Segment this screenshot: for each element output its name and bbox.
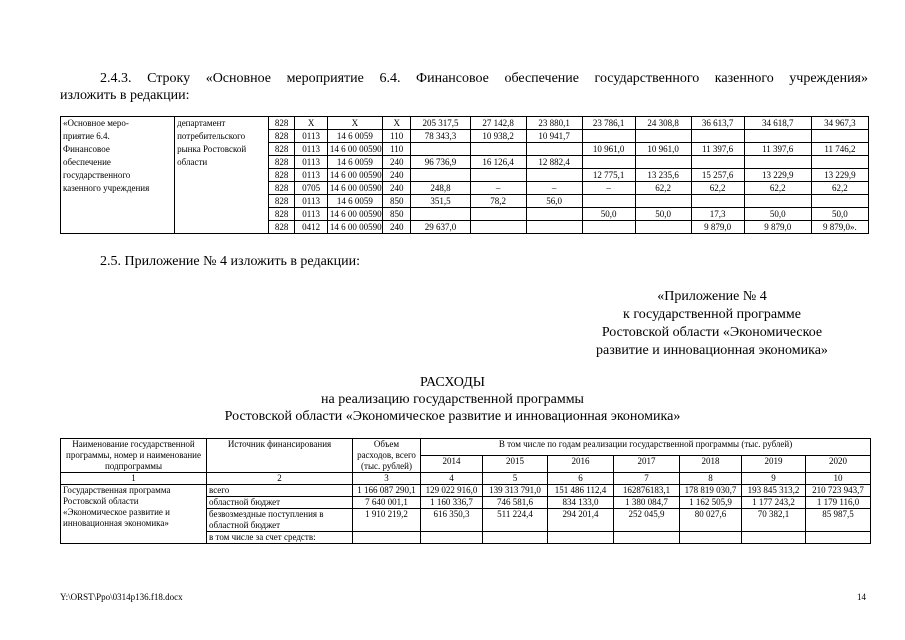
year-header: 2018 <box>680 456 742 473</box>
value-cell <box>811 156 868 169</box>
source-cell: в том числе за счет средств: <box>207 532 353 544</box>
code-cell: 110 <box>382 143 411 156</box>
table2-header-row-1 <box>61 439 871 456</box>
value-cell: 9 879,0 <box>744 221 811 234</box>
value-cell: 193 845 313,2 <box>742 485 806 497</box>
table-row <box>61 221 869 234</box>
value-cell <box>811 195 868 208</box>
code-cell: 850 <box>382 195 411 208</box>
code-cell: 14 6 00 00590 <box>327 208 382 221</box>
value-cell: 151 486 112,4 <box>548 485 614 497</box>
value-cell <box>806 532 871 544</box>
code-cell: 828 <box>268 221 294 234</box>
value-cell: 11 397,6 <box>744 143 811 156</box>
executor-cell: рынка Ростовской <box>175 143 269 156</box>
value-cell: 62,2 <box>744 182 811 195</box>
value-cell: 205 317,5 <box>411 117 470 130</box>
page-number: 14 <box>857 592 866 602</box>
value-cell: 129 022 916,0 <box>421 485 483 497</box>
value-cell: 80 027,6 <box>680 509 742 532</box>
table-row <box>61 143 869 156</box>
value-cell: 23 880,1 <box>526 117 582 130</box>
value-cell: 7 640 001,1 <box>353 497 421 509</box>
code-cell: 14 6 0059 <box>327 156 382 169</box>
code-cell: 0412 <box>295 221 328 234</box>
title-line-3: Ростовской области «Экономическое развитие и инновационная экономика» <box>224 409 681 424</box>
value-cell: 70 382,1 <box>742 509 806 532</box>
value-cell: 23 786,1 <box>582 117 635 130</box>
code-cell: 0113 <box>295 169 328 182</box>
year-header: 2014 <box>421 456 483 473</box>
appendix-line-2: к государственной программе <box>623 307 801 322</box>
code-cell: 14 6 00 00590 <box>327 169 382 182</box>
activity-name-cell <box>61 208 175 221</box>
code-cell: 0113 <box>295 195 328 208</box>
value-cell: 252 045,9 <box>614 509 680 532</box>
value-cell <box>742 532 806 544</box>
value-cell <box>635 156 691 169</box>
value-cell: – <box>526 182 582 195</box>
table-row <box>61 182 869 195</box>
code-cell: 240 <box>382 221 411 234</box>
value-cell: 29 637,0 <box>411 221 470 234</box>
value-cell: 9 879,0». <box>811 221 868 234</box>
value-cell <box>470 221 526 234</box>
activity-name-cell <box>61 221 175 234</box>
value-cell: 210 723 943,7 <box>806 485 871 497</box>
value-cell: 10 941,7 <box>526 130 582 143</box>
paragraph-2-4-3-line2: изложить в редакции: <box>60 88 190 103</box>
executor-cell: области <box>175 156 269 169</box>
column-number: 10 <box>806 473 871 485</box>
value-cell: 78 343,3 <box>411 130 470 143</box>
column-number: 6 <box>548 473 614 485</box>
column-number: 1 <box>61 473 207 485</box>
value-cell: 178 819 030,7 <box>680 485 742 497</box>
code-cell: 828 <box>268 195 294 208</box>
value-cell: 10 961,0 <box>582 143 635 156</box>
value-cell <box>691 195 744 208</box>
value-cell: 1 179 116,0 <box>806 497 871 509</box>
table-row <box>61 195 869 208</box>
column-number: 8 <box>680 473 742 485</box>
activity-name-cell <box>61 195 175 208</box>
value-cell: 248,8 <box>411 182 470 195</box>
code-cell: 828 <box>268 169 294 182</box>
value-cell <box>483 532 548 544</box>
value-cell: 1 162 505,9 <box>680 497 742 509</box>
value-cell: 24 308,8 <box>635 117 691 130</box>
activity-name-cell: государственного <box>61 169 175 182</box>
value-cell <box>691 130 744 143</box>
code-cell: 240 <box>382 182 411 195</box>
value-cell <box>526 143 582 156</box>
value-cell: 13 229,9 <box>744 169 811 182</box>
value-cell <box>548 532 614 544</box>
value-cell: 511 224,4 <box>483 509 548 532</box>
code-cell: X <box>327 117 382 130</box>
code-cell: 14 6 00 00590 <box>327 182 382 195</box>
code-cell: 828 <box>268 182 294 195</box>
source-cell: всего <box>207 485 353 497</box>
value-cell: 78,2 <box>470 195 526 208</box>
title-line-2: на реализацию государственной программы <box>321 392 584 407</box>
code-cell: 828 <box>268 208 294 221</box>
value-cell: 834 133,0 <box>548 497 614 509</box>
code-cell: 240 <box>382 156 411 169</box>
code-cell: 14 6 00 00590 <box>327 221 382 234</box>
code-cell: 14 6 0059 <box>327 195 382 208</box>
column-number: 2 <box>207 473 353 485</box>
code-cell: 14 6 00 00590 <box>327 143 382 156</box>
value-cell: 1 177 243,2 <box>742 497 806 509</box>
code-cell: 0705 <box>295 182 328 195</box>
source-cell: областной бюджет <box>207 497 353 509</box>
value-cell: 1 380 084,7 <box>614 497 680 509</box>
executor-cell <box>175 182 269 195</box>
value-cell: 13 229,9 <box>811 169 868 182</box>
code-cell: 828 <box>268 130 294 143</box>
year-header: 2019 <box>742 456 806 473</box>
value-cell <box>582 156 635 169</box>
value-cell <box>526 208 582 221</box>
executor-cell <box>175 169 269 182</box>
column-number: 7 <box>614 473 680 485</box>
value-cell: 62,2 <box>635 182 691 195</box>
program-name: Государственная программа Ростовской области «Экономическое развитие и инновационная экономика» <box>61 485 207 544</box>
value-cell: 85 987,5 <box>806 509 871 532</box>
value-cell: 34 618,7 <box>744 117 811 130</box>
value-cell <box>691 156 744 169</box>
value-cell: 139 313 791,0 <box>483 485 548 497</box>
header-years-group: В том числе по годам реализации государственной программы (тыс. рублей) <box>421 439 871 456</box>
value-cell: 746 581,6 <box>483 497 548 509</box>
table-row <box>61 130 869 143</box>
activity-name-cell: приятие 6.4. <box>61 130 175 143</box>
header-name: Наименование государственной программы, номер и наименование подпрограммы <box>61 439 207 473</box>
table-row <box>61 485 871 497</box>
paragraph-2-4-3-line1: 2.4.3. Строку «Основное мероприятие 6.4. Финансовое обеспечение государственного казенного учреждения» <box>100 71 868 86</box>
value-cell <box>582 221 635 234</box>
value-cell: 13 235,6 <box>635 169 691 182</box>
executor-cell: департамент <box>175 117 269 130</box>
value-cell: 50,0 <box>811 208 868 221</box>
value-cell: 10 961,0 <box>635 143 691 156</box>
value-cell: 616 350,3 <box>421 509 483 532</box>
code-cell: 0113 <box>295 208 328 221</box>
value-cell <box>353 532 421 544</box>
value-cell: 36 613,7 <box>691 117 744 130</box>
value-cell: 12 775,1 <box>582 169 635 182</box>
value-cell: 15 257,6 <box>691 169 744 182</box>
value-cell: 1 160 336,7 <box>421 497 483 509</box>
code-cell: X <box>382 117 411 130</box>
code-cell: 0113 <box>295 143 328 156</box>
value-cell: 9 879,0 <box>691 221 744 234</box>
column-number: 4 <box>421 473 483 485</box>
code-cell: 828 <box>268 143 294 156</box>
year-header: 2016 <box>548 456 614 473</box>
code-cell: 850 <box>382 208 411 221</box>
value-cell <box>421 532 483 544</box>
table-row <box>61 156 869 169</box>
value-cell <box>680 532 742 544</box>
code-cell: 0113 <box>295 130 328 143</box>
source-cell: безвозмездные поступления в областной бюджет <box>207 509 353 532</box>
executor-cell <box>175 195 269 208</box>
year-header: 2020 <box>806 456 871 473</box>
column-number: 5 <box>483 473 548 485</box>
code-cell: 828 <box>268 117 294 130</box>
value-cell <box>411 143 470 156</box>
table2-column-numbers <box>61 473 871 485</box>
value-cell <box>411 169 470 182</box>
value-cell: 62,2 <box>811 182 868 195</box>
value-cell: 351,5 <box>411 195 470 208</box>
header-total: Объем расходов, всего (тыс. рублей) <box>353 439 421 473</box>
column-number: 3 <box>353 473 421 485</box>
activity-name-cell: казенного учреждения <box>61 182 175 195</box>
value-cell: 17,3 <box>691 208 744 221</box>
code-cell: 828 <box>268 156 294 169</box>
value-cell <box>744 195 811 208</box>
value-cell: 96 736,9 <box>411 156 470 169</box>
value-cell <box>526 169 582 182</box>
appendix-line-1: «Приложение № 4 <box>657 289 767 304</box>
value-cell: 50,0 <box>635 208 691 221</box>
value-cell: 162876183,1 <box>614 485 680 497</box>
value-cell: 16 126,4 <box>470 156 526 169</box>
value-cell <box>582 130 635 143</box>
code-cell: 0113 <box>295 156 328 169</box>
activity-name-cell: «Основное меро- <box>61 117 175 130</box>
value-cell: 1 166 087 290,1 <box>353 485 421 497</box>
code-cell: X <box>295 117 328 130</box>
paragraph-2-5: 2.5. Приложение № 4 изложить в редакции: <box>100 254 360 269</box>
year-header: 2015 <box>483 456 548 473</box>
value-cell: 56,0 <box>526 195 582 208</box>
appendix-header <box>560 288 864 360</box>
value-cell <box>811 130 868 143</box>
column-number: 9 <box>742 473 806 485</box>
table-row <box>61 117 869 130</box>
value-cell: – <box>470 182 526 195</box>
value-cell: 50,0 <box>744 208 811 221</box>
table-row <box>61 169 869 182</box>
code-cell: 14 6 0059 <box>327 130 382 143</box>
value-cell: 10 938,2 <box>470 130 526 143</box>
title-line-1: РАСХОДЫ <box>420 375 485 390</box>
value-cell <box>635 221 691 234</box>
value-cell <box>614 532 680 544</box>
value-cell <box>744 156 811 169</box>
value-cell <box>470 169 526 182</box>
value-cell: 12 882,4 <box>526 156 582 169</box>
value-cell: 11 397,6 <box>691 143 744 156</box>
value-cell: 294 201,4 <box>548 509 614 532</box>
value-cell: 62,2 <box>691 182 744 195</box>
table-expenses <box>60 438 871 544</box>
activity-name-cell: Финансовое <box>61 143 175 156</box>
value-cell <box>635 195 691 208</box>
year-header: 2017 <box>614 456 680 473</box>
value-cell: 27 142,8 <box>470 117 526 130</box>
code-cell: 240 <box>382 169 411 182</box>
appendix-line-3: Ростовской области «Экономическое <box>601 325 823 340</box>
value-cell: 34 967,3 <box>811 117 868 130</box>
value-cell: 50,0 <box>582 208 635 221</box>
value-cell: 11 746,2 <box>811 143 868 156</box>
value-cell <box>470 208 526 221</box>
code-cell: 110 <box>382 130 411 143</box>
value-cell: – <box>582 182 635 195</box>
value-cell <box>526 221 582 234</box>
executor-cell <box>175 208 269 221</box>
header-source: Источник финансирования <box>207 439 353 473</box>
appendix-line-4: развитие и инновационная экономика» <box>596 343 828 358</box>
executor-cell: потребительского <box>175 130 269 143</box>
executor-cell <box>175 221 269 234</box>
value-cell <box>411 208 470 221</box>
value-cell <box>470 143 526 156</box>
activity-name-cell: обеспечение <box>61 156 175 169</box>
value-cell <box>635 130 691 143</box>
table-activity-6-4 <box>60 116 869 234</box>
value-cell: 1 910 219,2 <box>353 509 421 532</box>
footer-file-path: Y:\ORST\Ppo\0314p136.f18.docx <box>60 592 183 602</box>
value-cell <box>744 130 811 143</box>
value-cell <box>582 195 635 208</box>
table-row <box>61 208 869 221</box>
